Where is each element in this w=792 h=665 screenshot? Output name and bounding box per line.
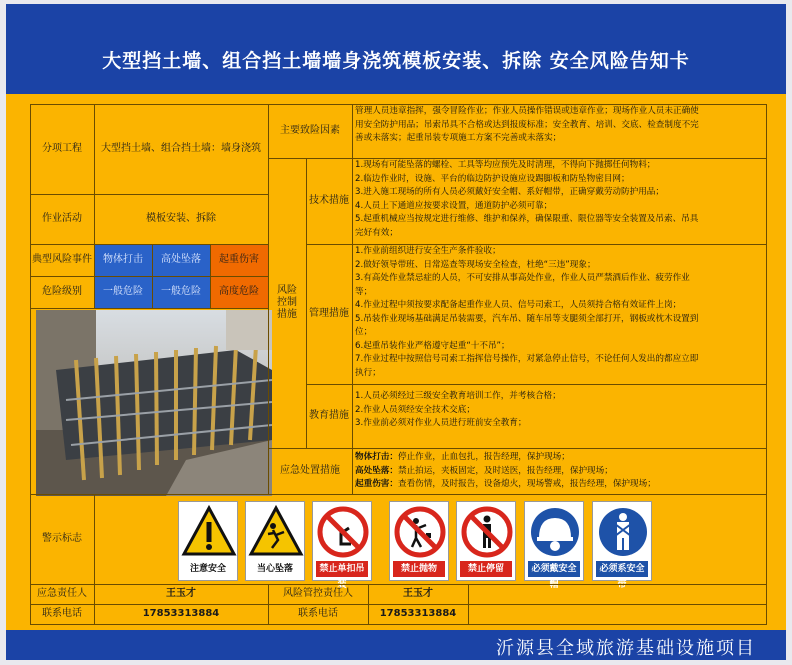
fall-warning-sign: [245, 501, 305, 581]
emergency-item: [355, 478, 763, 492]
main-factors-text: [352, 104, 766, 158]
no-single-hook-sign: [312, 501, 372, 590]
mgmt-line: 1.作业前组织进行安全生产条件验收；: [355, 246, 501, 256]
tech-line: 3.进入施工现场的所有人员必须戴好安全帽、系好帽带，正确穿戴劳动防护用品；: [355, 187, 664, 197]
risk-person-label: 风险管控责任人: [283, 588, 353, 599]
risk-level-3: 高度危险: [210, 276, 268, 308]
phone-1: 17853313884: [142, 608, 220, 619]
safety-harness-icon: [593, 502, 653, 564]
prohibited-throwing-icon: [390, 502, 450, 564]
footer-banner: [6, 630, 786, 660]
emergency-body: 停止作业，止血包扎，报告经理，保护现场；: [397, 452, 570, 462]
emergency-item: [355, 465, 763, 479]
mgmt-line: 6.起重吊装作业严格遵守起重“十不吊”；: [355, 340, 510, 351]
phone-label-2: 联系电话: [298, 608, 338, 619]
header-banner: [6, 4, 786, 94]
sub-project-label: 分项工程: [42, 143, 82, 154]
card-title: 大型挡土墙、组合挡土墙墙身浇筑模板安装、拆除 安全风险告知卡: [102, 50, 690, 72]
no-standing-sign: [456, 501, 516, 581]
emergency-person-label: 应急责任人: [37, 588, 87, 599]
mgmt-line: 等；: [355, 286, 373, 297]
tech-line: 4.人员上下通道应按要求设置，通道防护必须可靠；: [355, 200, 553, 211]
sub-project-value: 大型挡土墙、组合挡土墙：墙身浇筑: [101, 143, 261, 154]
risk-level-label: 危险级别: [42, 286, 82, 297]
sign-label: 禁止单扣吊装: [316, 561, 368, 577]
prohibited-lifting-icon: [313, 502, 373, 564]
sign-label: 禁止抛物: [393, 561, 445, 577]
tech-line: 5.起重机械应当按规定进行维修、维护和保养，确保限重、限位器等安全装置及吊索、吊具: [355, 214, 699, 224]
tech-line: 2.临边作业时，设施、平台的临边防护设施应设踢脚板和防坠物密目网；: [355, 173, 630, 184]
caution-sign: [178, 501, 238, 581]
emergency-body: 查看伤情，及时报告，设备熄火，现场警戒，报告经理，保护现场；: [397, 479, 656, 489]
site-photo: [36, 310, 272, 496]
tech-line: 完好有效；: [355, 227, 398, 238]
edu-line: 1.人员必须经过三级安全教育培训工作，并考核合格；: [355, 391, 561, 401]
hard-hat-sign: [524, 501, 584, 590]
risk-event-lifting: 起重伤害: [210, 244, 268, 276]
mgmt-line: 执行；: [355, 367, 381, 378]
project-name: 沂源县全域旅游基础设施项目: [496, 638, 756, 659]
emergency-head: 起重伤害：: [355, 479, 398, 489]
main-factors-line: 用安全防护用品；吊索吊具不合格或达到报废标准；安全教育、培训、交底、检查制度不完: [355, 119, 699, 130]
risk-notice-card: [6, 4, 786, 660]
emergency-head: 高处坠落：: [355, 465, 398, 476]
phone-2: 17853313884: [379, 608, 457, 619]
mgmt-line: 5.吊装作业现场基础满足吊装需要，汽车吊、随车吊等支腿须全部打开，钢板或枕木设置到: [355, 313, 699, 324]
sign-label: 必须戴安全帽: [528, 561, 580, 577]
hard-hat-icon: [525, 502, 585, 564]
no-throwing-sign: [389, 501, 449, 581]
sign-label: 注意安全: [182, 561, 234, 577]
risk-control-label: 风险控制措施: [277, 285, 297, 320]
tech-line: 1.现场有可能坠落的螺栓、工具等均应预先及时清理，不得向下抛掷任何物料；: [355, 160, 656, 170]
mgmt-measures-label: 管理措施: [309, 308, 349, 319]
risk-person: 王玉才: [403, 588, 433, 599]
activity-value: 模板安装、拆除: [146, 213, 216, 224]
emergency-head: 物体打击：: [355, 452, 398, 462]
emergency-item: [355, 451, 763, 465]
mgmt-measures-text: [352, 244, 766, 384]
warning-label: 警示标志: [42, 533, 82, 544]
mgmt-line: 2.做好领导带班、日常巡查等现场安全检查，杜绝“三违”现象；: [355, 259, 596, 270]
edu-measures-label: 教育措施: [309, 410, 349, 421]
sign-label: 禁止停留: [460, 561, 512, 577]
emergency-label: 应急处置措施: [280, 465, 340, 476]
mgmt-line: 位；: [355, 327, 373, 337]
main-factors-line: 管理人员违章指挥，强令冒险作业；作业人员操作错误或违章作业；现场作业人员未正确使: [355, 106, 699, 116]
warning-triangle-icon: [179, 502, 239, 564]
risk-event-object-strike: 物体打击: [94, 244, 152, 276]
main-factors-label: 主要致险因素: [280, 125, 340, 136]
edu-measures-text: [352, 384, 766, 448]
edu-line: 3.作业前必须对作业人员进行班前安全教育；: [355, 418, 527, 428]
tech-measures-text: [352, 158, 766, 244]
mgmt-line: 4.作业过程中须按要求配备起重作业人员、信号司索工，人员须持合格有效证件上岗；: [355, 300, 682, 310]
emergency-body: 禁止拍运，夹板固定，及时送医，报告经理，保护现场；: [397, 465, 613, 476]
safety-belt-sign: [592, 501, 652, 590]
tech-measures-label: 技术措施: [309, 195, 349, 206]
main-factors-line: 善或未落实；起重吊装专项施工方案不完善或未落实；: [355, 133, 562, 143]
falling-person-icon: [246, 502, 306, 564]
risk-event-fall: 高处坠落: [152, 244, 210, 276]
mgmt-line: 3.有高处作业禁忌症的人员，不可安排从事高处作业，作业人员严禁酒后作业、疲劳作业: [355, 273, 690, 283]
prohibited-standing-icon: [457, 502, 517, 564]
emergency-text: [352, 448, 766, 494]
sign-label: 当心坠落: [249, 561, 301, 577]
mgmt-line: 7.作业过程中按照信号司索工指挥信号操作，对紧急停止信号，不论任何人发出的都应立即: [355, 354, 699, 364]
risk-level-1: 一般危险: [94, 276, 152, 308]
risk-level-2: 一般危险: [152, 276, 210, 308]
sign-label: 必须系安全带: [596, 561, 648, 577]
emergency-person: 王玉才: [166, 588, 196, 599]
phone-label-1: 联系电话: [42, 608, 82, 619]
risk-event-label: 典型风险事件: [32, 254, 92, 265]
edu-line: 2.作业人员须经安全技术交底；: [355, 404, 475, 415]
activity-label: 作业活动: [42, 213, 82, 224]
